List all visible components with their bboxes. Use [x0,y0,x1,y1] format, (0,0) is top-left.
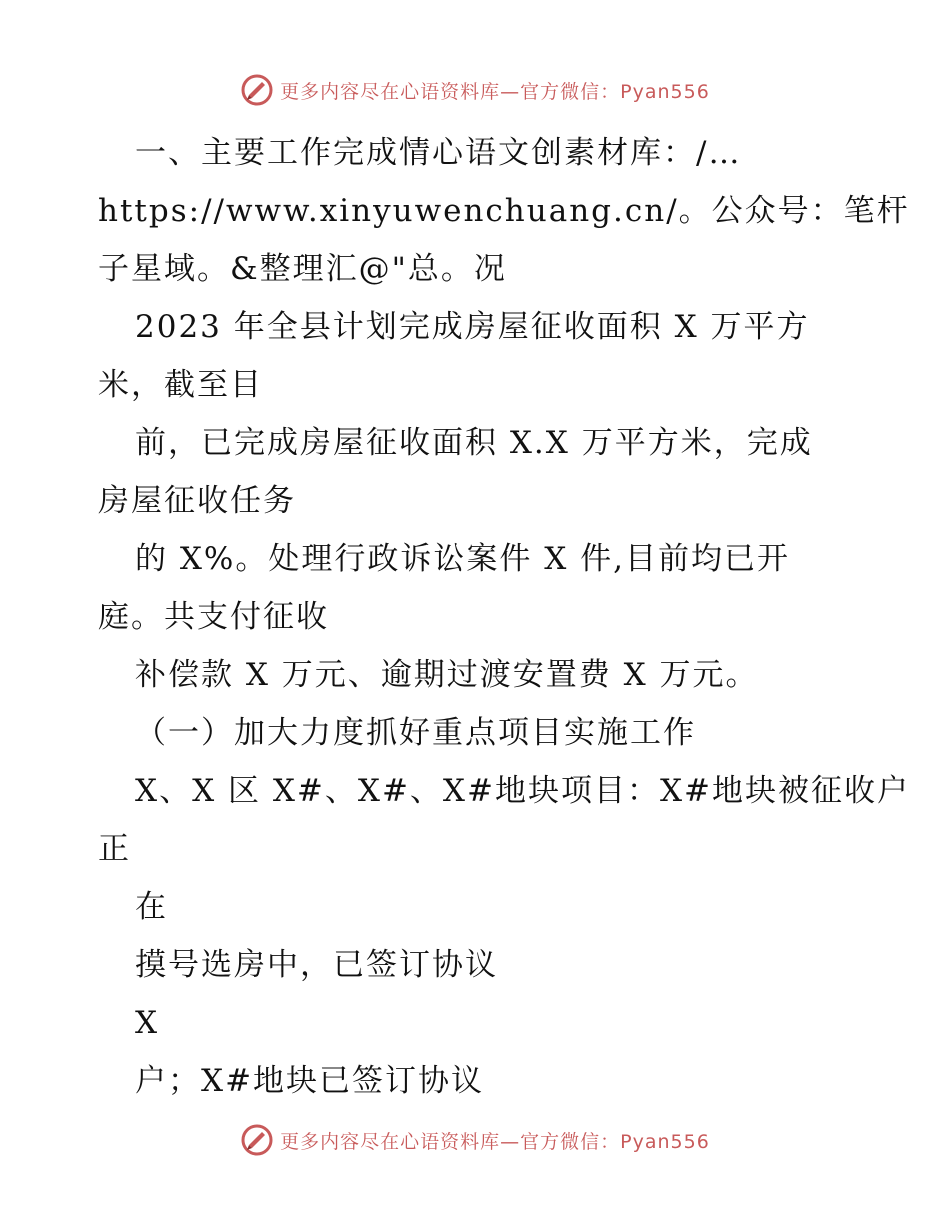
body-line: 前，已完成房屋征收面积 X.X 万平方米，完成 [135,425,813,461]
body-line: 的 X%。处理行政诉讼案件 X 件,目前均已开 [135,541,791,577]
brand-logo-icon [240,1123,274,1157]
body-line: X、X 区 X#、X#、X#地块项目：X#地块被征收户 [135,773,911,809]
body-line: 补偿款 X 万元、逾期过渡安置费 X 万元。 [135,657,759,693]
header-banner-text: 更多内容尽在心语资料库—官方微信：Pyan556 [280,80,710,103]
brand-logo-icon [240,73,274,107]
body-line: 摸号选房中，已签订协议 [135,947,498,983]
body-line: 一、主要工作完成情心语文创素材库：/… [135,135,742,171]
body-line: 正 [98,831,131,867]
body-line: 房屋征收任务 [98,483,296,519]
body-line: 在 [135,889,168,925]
body-line: https://www.xinyuwenchuang.cn/。公众号：笔杆 [98,193,910,229]
header-banner [0,70,950,110]
footer-banner-text: 更多内容尽在心语资料库—官方微信：Pyan556 [280,1130,710,1153]
body-line: 子星域。&整理汇@"总。况 [98,251,507,287]
body-line: 2023 年全县计划完成房屋征收面积 X 万平方 [135,309,810,345]
body-line: 庭。共支付征收 [98,599,329,635]
body-line: X [135,1005,160,1041]
body-line: 米，截至目 [98,367,263,403]
section-heading: （一）加大力度抓好重点项目实施工作 [135,715,696,751]
body-line: 户；X#地块已签订协议 [135,1063,485,1099]
document-body [98,124,911,1110]
footer-banner [0,1120,950,1160]
